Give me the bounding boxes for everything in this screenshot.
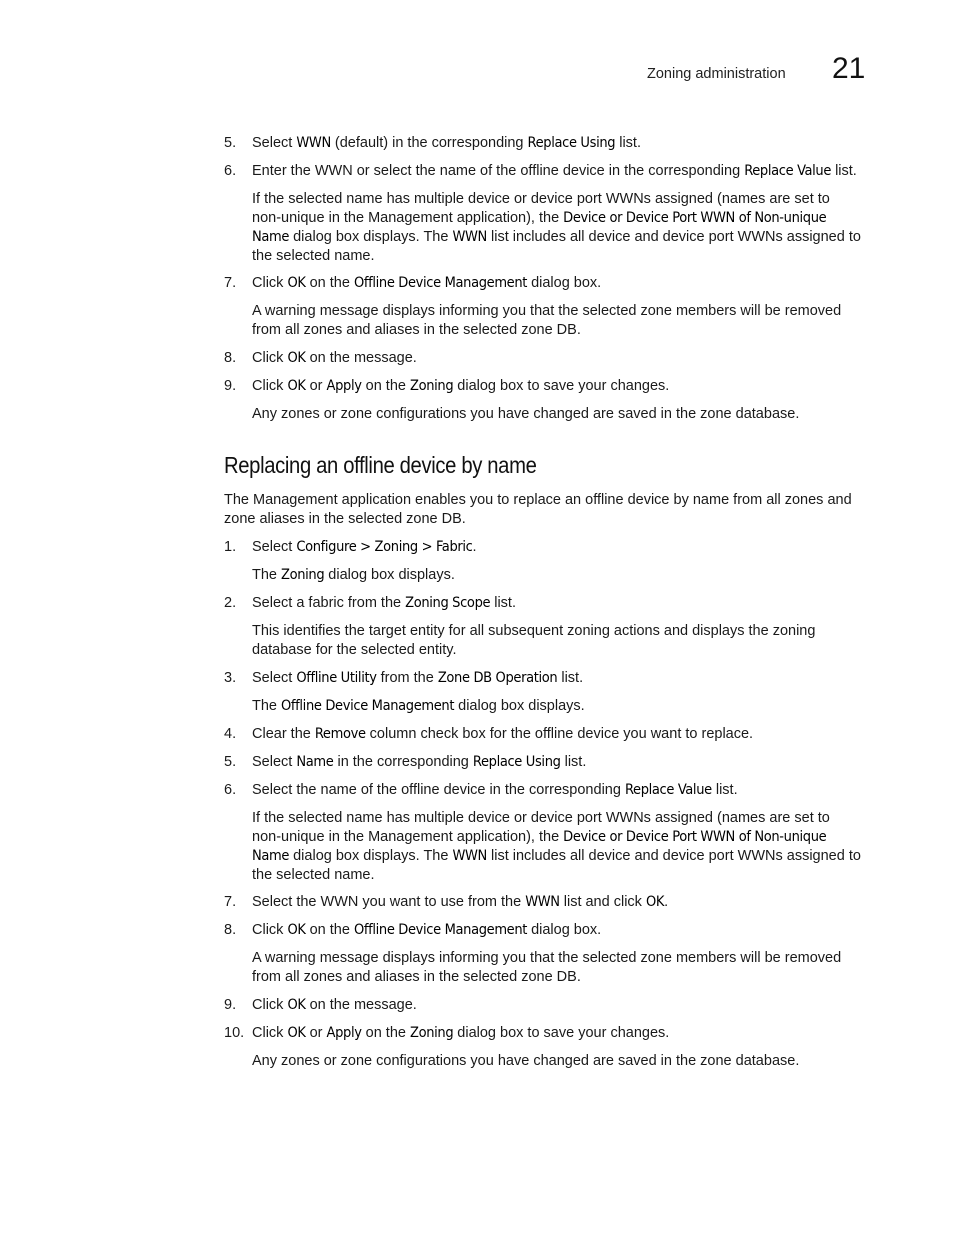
step-note	[252, 949, 874, 987]
text-run: A warning message displays informing you that the selected zone members will be removed	[252, 303, 842, 319]
note-line	[252, 809, 874, 828]
ui-term: OK	[287, 275, 306, 291]
ui-term: Zone DB Operation	[437, 670, 558, 686]
step-text	[252, 921, 874, 940]
text-run: the selected name.	[252, 867, 375, 883]
note-line	[252, 566, 874, 585]
text-run: dialog box.	[527, 275, 602, 291]
note-line	[252, 1052, 874, 1071]
step-note	[252, 1052, 874, 1071]
note-line	[252, 228, 874, 247]
chapter-number: 21	[832, 52, 866, 85]
text-run: on the	[305, 922, 354, 938]
step-text	[252, 753, 874, 772]
ui-term: Zoning Scope	[405, 595, 491, 611]
text-run: The	[252, 567, 282, 583]
step-text	[252, 377, 874, 396]
text-run: non-unique in the Management application), the	[252, 829, 564, 845]
text-run: from all zones and aliases in the selected zone DB.	[252, 969, 581, 985]
text-run: Enter the WWN or select the name of the offline device in the corresponding	[252, 163, 745, 179]
text-run: list and click	[559, 894, 646, 910]
ui-term: Device or Device Port WWN of Non-unique	[563, 829, 827, 845]
text-run: list includes all device and device port WWNs assigned to	[486, 229, 861, 245]
intro-paragraph	[224, 491, 874, 529]
text-run: the selected name.	[252, 248, 375, 264]
text-run: list includes all device and device port WWNs assigned to	[486, 848, 861, 864]
ui-term: Zoning	[410, 1025, 454, 1041]
note-line	[252, 866, 874, 885]
step-number: 6.	[224, 782, 237, 798]
note-line	[252, 847, 874, 866]
text-run: A warning message displays informing you that the selected zone members will be removed	[252, 950, 842, 966]
note-line	[252, 641, 874, 660]
ui-term: OK	[287, 350, 306, 366]
note-line	[252, 828, 874, 847]
ui-term: Replace Value	[624, 782, 712, 798]
text-run: The	[252, 698, 282, 714]
step-note	[252, 622, 874, 660]
text-run: list.	[711, 782, 738, 798]
section-heading: Replacing an offline device by name	[224, 452, 537, 478]
step-number: 9.	[224, 997, 237, 1013]
note-line	[252, 697, 874, 716]
ui-term: OK	[645, 894, 665, 910]
ui-term: Name	[252, 229, 290, 245]
ui-term: Offline Device Management	[353, 275, 528, 291]
text-run: Click	[252, 922, 288, 938]
step-note	[252, 302, 874, 340]
text-run: on the	[361, 1025, 410, 1041]
text-run: dialog box to save your changes.	[453, 1025, 670, 1041]
text-run: column check box for the offline device you want to replace.	[365, 726, 754, 742]
text-run: Click	[252, 275, 288, 291]
step-text	[252, 781, 874, 800]
step-note	[252, 809, 874, 885]
ui-term: OK	[287, 378, 306, 394]
step-text	[252, 538, 874, 557]
text-run: on the message.	[305, 350, 417, 366]
step-text	[252, 162, 874, 181]
text-run: dialog box displays. The	[289, 848, 453, 864]
text-run: .	[472, 539, 477, 555]
running-header-section: Zoning administration	[647, 66, 786, 82]
text-run: on the	[305, 275, 354, 291]
step-number: 5.	[224, 135, 237, 151]
step-number: 3.	[224, 670, 237, 686]
step-number: 2.	[224, 595, 237, 611]
text-run: on the	[361, 378, 410, 394]
step-number: 8.	[224, 350, 237, 366]
step-number: 4.	[224, 726, 237, 742]
text-run: Select the name of the offline device in the corresponding	[252, 782, 625, 798]
text-run: This identifies the target entity for all subsequent zoning actions and displays the zoning	[252, 623, 816, 639]
step-number: 7.	[224, 894, 237, 910]
text-run: non-unique in the Management application), the	[252, 210, 564, 226]
step-number: 10.	[224, 1025, 245, 1041]
text-run: Any zones or zone configurations you have changed are saved in the zone database.	[252, 406, 800, 422]
text-run: dialog box.	[527, 922, 602, 938]
step-number: 1.	[224, 539, 237, 555]
ui-term: Replace Using	[472, 754, 561, 770]
ui-term: WWN	[452, 848, 487, 864]
ui-term: Offline Device Management	[353, 922, 528, 938]
text-run: list.	[831, 163, 857, 179]
ui-term: Device or Device Port WWN of Non-unique	[563, 210, 827, 226]
note-line	[252, 190, 874, 209]
step-note	[252, 190, 874, 266]
text-run: If the selected name has multiple device or device port WWNs assigned (names are set to	[252, 191, 830, 207]
note-line	[252, 968, 874, 987]
ui-term: Replace Using	[527, 135, 616, 151]
text-run: Select	[252, 135, 297, 151]
ui-term: Configure > Zoning > Fabric	[296, 539, 473, 555]
note-line	[252, 247, 874, 266]
step-text	[252, 349, 874, 368]
note-line	[252, 209, 874, 228]
text-run: dialog box displays.	[324, 567, 455, 583]
text-run: Click	[252, 1025, 288, 1041]
note-line	[252, 949, 874, 968]
step-number: 5.	[224, 754, 237, 770]
step-text	[252, 996, 874, 1015]
step-text	[252, 274, 874, 293]
ui-term: WWN	[525, 894, 560, 910]
ui-term: Name	[252, 848, 290, 864]
ui-term: WWN	[296, 135, 331, 151]
text-run: on the message.	[305, 997, 417, 1013]
ui-term: OK	[287, 922, 306, 938]
text-run: Click	[252, 378, 288, 394]
text-run: list.	[560, 754, 587, 770]
text-run: Select	[252, 539, 297, 555]
text-run: list.	[615, 135, 641, 151]
text-run: Any zones or zone configurations you have changed are saved in the zone database.	[252, 1053, 800, 1069]
text-run: or	[305, 378, 327, 394]
text-run: dialog box displays.	[454, 698, 585, 714]
note-line	[252, 405, 874, 424]
text-run: list.	[490, 595, 516, 611]
step-number: 9.	[224, 378, 237, 394]
ui-term: Remove	[314, 726, 366, 742]
step-note	[252, 405, 874, 424]
step-text	[252, 594, 874, 613]
ui-term: Offline Utility	[296, 670, 377, 686]
text-run: (default) in the corresponding	[330, 135, 528, 151]
step-note	[252, 566, 874, 585]
text-run: dialog box displays. The	[289, 229, 453, 245]
step-text	[252, 725, 874, 744]
ui-term: Offline Device Management	[281, 698, 455, 714]
note-line	[252, 321, 874, 340]
ui-term: Apply	[326, 378, 362, 394]
step-number: 8.	[224, 922, 237, 938]
step-number: 7.	[224, 275, 237, 291]
intro-line: The Management application enables you to replace an offline device by name from all zones and	[224, 492, 852, 508]
step-text	[252, 669, 874, 688]
text-run: Select the WWN you want to use from the	[252, 894, 526, 910]
text-run: If the selected name has multiple device or device port WWNs assigned (names are set to	[252, 810, 830, 826]
text-run: database for the selected entity.	[252, 642, 457, 658]
text-run: Click	[252, 350, 288, 366]
step-note	[252, 697, 874, 716]
text-run: Click	[252, 997, 288, 1013]
ui-term: Apply	[326, 1025, 362, 1041]
text-run: from all zones and aliases in the selected zone DB.	[252, 322, 581, 338]
ui-term: Zoning	[410, 378, 454, 394]
ui-term: OK	[287, 997, 306, 1013]
text-run: or	[305, 1025, 327, 1041]
text-run: Clear the	[252, 726, 315, 742]
step-text	[252, 134, 874, 153]
note-line	[252, 622, 874, 641]
text-run: Select a fabric from the	[252, 595, 406, 611]
step-number: 6.	[224, 163, 237, 179]
text-run: in the corresponding	[333, 754, 473, 770]
text-run: Select	[252, 754, 297, 770]
ui-term: Zoning	[281, 567, 325, 583]
text-run: .	[664, 894, 669, 910]
text-run: Select	[252, 670, 297, 686]
ui-term: WWN	[452, 229, 487, 245]
ui-term: Replace Value	[744, 163, 832, 179]
text-run: list.	[557, 670, 584, 686]
intro-line: zone aliases in the selected zone DB.	[224, 511, 466, 527]
step-text	[252, 1024, 874, 1043]
text-run: dialog box to save your changes.	[453, 378, 670, 394]
ui-term: OK	[287, 1025, 306, 1041]
note-line	[252, 302, 874, 321]
step-text	[252, 893, 874, 912]
ui-term: Name	[296, 754, 334, 770]
text-run: from the	[376, 670, 438, 686]
